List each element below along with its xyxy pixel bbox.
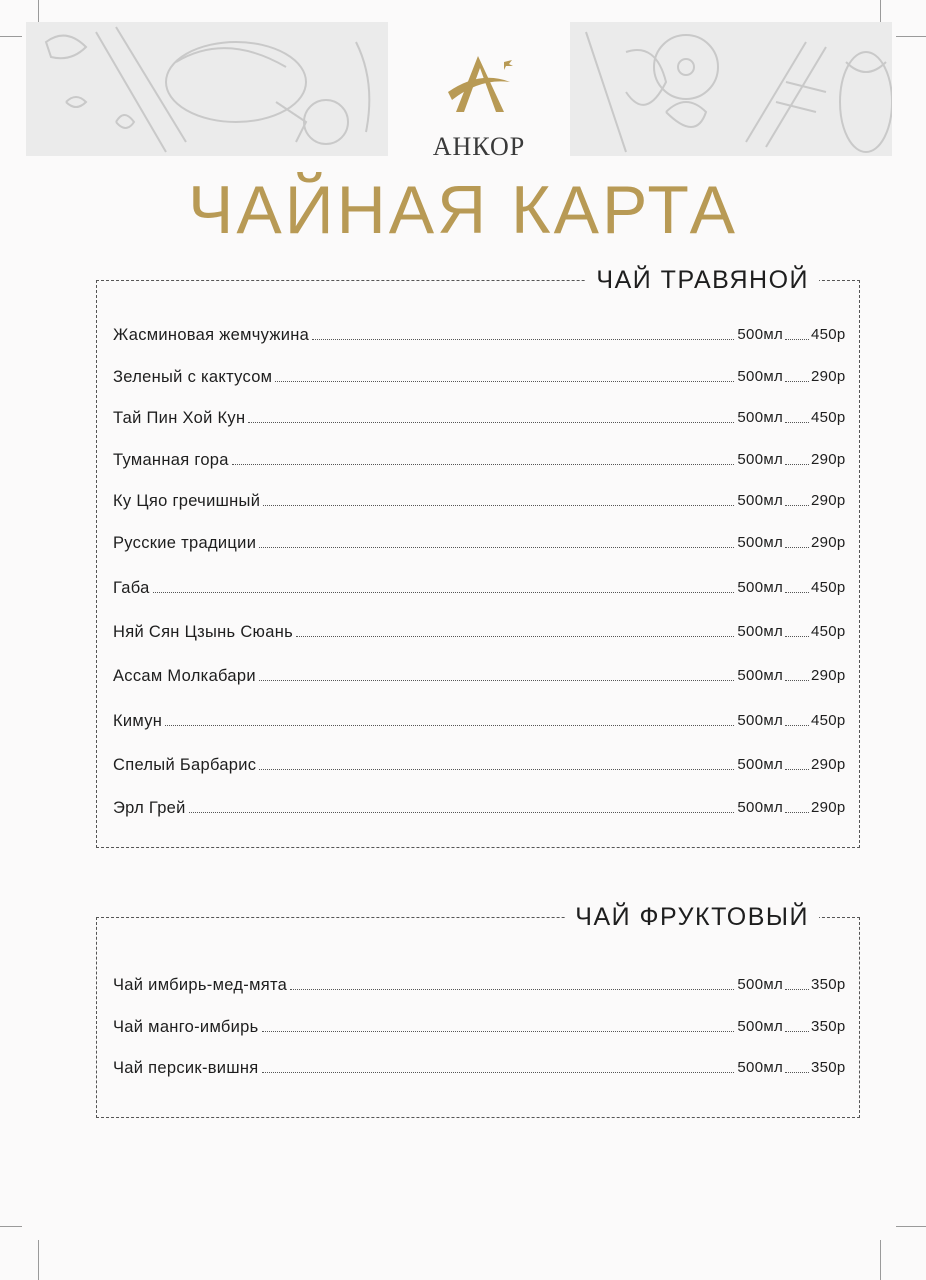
crop-mark: [0, 1226, 22, 1227]
menu-item-price: 450р: [811, 579, 846, 596]
menu-item-name: Жасминовая жемчужина: [113, 326, 310, 344]
menu-item-volume: 500мл: [737, 326, 783, 343]
menu-item-price: 290р: [811, 667, 846, 684]
crop-mark: [38, 0, 39, 22]
logo-emblem: [444, 52, 516, 116]
menu-item-price: 450р: [811, 326, 846, 343]
menu-item-price: 350р: [811, 1059, 846, 1076]
dot-leader: [248, 422, 734, 423]
menu-item-volume: 500мл: [737, 409, 783, 426]
menu-item-row: [113, 1056, 849, 1078]
menu-item-volume: 500мл: [737, 667, 783, 684]
dot-leader: [785, 769, 809, 770]
menu-item-price: 350р: [811, 976, 846, 993]
dot-leader: [296, 636, 734, 637]
menu-item-name: Зеленый с кактусом: [113, 368, 273, 386]
dot-leader: [785, 725, 809, 726]
section-herbal-tea: [96, 266, 860, 848]
crop-mark: [880, 0, 881, 22]
menu-item-volume: 500мл: [737, 534, 783, 551]
menu-item-name: Ассам Молкабари: [113, 667, 256, 685]
dot-leader: [785, 636, 809, 637]
menu-item-row: [113, 448, 849, 470]
menu-item-price: 450р: [811, 409, 846, 426]
menu-item-row: [113, 489, 849, 511]
menu-item-volume: 500мл: [737, 712, 783, 729]
dot-leader: [165, 725, 734, 726]
dot-leader: [189, 812, 735, 813]
crop-mark: [880, 1240, 881, 1280]
menu-item-name: Чай персик-вишня: [113, 1059, 259, 1077]
menu-item-name: Эрл Грей: [113, 799, 186, 817]
menu-item-row: [113, 406, 849, 428]
section-fruit-tea: [96, 903, 860, 1118]
menu-item-volume: 500мл: [737, 368, 783, 385]
menu-item-name: Спелый Барбарис: [113, 756, 257, 774]
dot-leader: [312, 339, 734, 340]
crop-mark: [38, 1240, 39, 1280]
menu-item-name: Тай Пин Хой Кун: [113, 409, 246, 427]
menu-item-row: [113, 620, 849, 642]
dot-leader: [263, 505, 734, 506]
menu-item-price: 290р: [811, 492, 846, 509]
dot-leader: [785, 547, 809, 548]
menu-item-row: [113, 576, 849, 598]
dot-leader: [785, 464, 809, 465]
menu-item-row: [113, 709, 849, 731]
menu-item-name: Няй Сян Цзынь Сюань: [113, 623, 293, 641]
dot-leader: [785, 812, 809, 813]
menu-item-price: 290р: [811, 756, 846, 773]
crop-mark: [896, 1226, 926, 1227]
dot-leader: [785, 989, 809, 990]
dot-leader: [785, 592, 809, 593]
menu-item-price: 290р: [811, 534, 846, 551]
menu-item-row: [113, 323, 849, 345]
logo: [388, 22, 570, 161]
menu-item-name: Русские традиции: [113, 534, 257, 552]
menu-item-price: 290р: [811, 451, 846, 468]
page-title: ЧАЙНАЯ КАРТА: [188, 172, 738, 248]
menu-item-price: 450р: [811, 712, 846, 729]
dot-leader: [262, 1072, 735, 1073]
menu-item-volume: 500мл: [737, 1059, 783, 1076]
menu-item-row: [113, 365, 849, 387]
menu-item-price: 290р: [811, 799, 846, 816]
menu-item-name: Кимун: [113, 712, 163, 730]
dot-leader: [232, 464, 735, 465]
menu-item-volume: 500мл: [737, 1018, 783, 1035]
dot-leader: [259, 547, 734, 548]
dot-leader: [259, 680, 735, 681]
menu-item-price: 350р: [811, 1018, 846, 1035]
menu-item-volume: 500мл: [737, 756, 783, 773]
dot-leader: [785, 339, 809, 340]
dot-leader: [785, 422, 809, 423]
dot-leader: [785, 1072, 809, 1073]
section-heading: ЧАЙ ТРАВЯНОЙ: [586, 265, 819, 295]
menu-item-price: 290р: [811, 368, 846, 385]
menu-item-volume: 500мл: [737, 623, 783, 640]
menu-item-name: Чай имбирь-мед-мята: [113, 976, 288, 994]
menu-item-row: [113, 753, 849, 775]
menu-item-row: [113, 973, 849, 995]
brand-name: АНКОР: [432, 132, 526, 161]
dot-leader: [153, 592, 735, 593]
dot-leader: [290, 989, 734, 990]
section-heading: ЧАЙ ФРУКТОВЫЙ: [565, 902, 819, 932]
crop-mark: [0, 36, 22, 37]
crop-mark: [896, 36, 926, 37]
menu-item-row: [113, 1015, 849, 1037]
menu-item-price: 450р: [811, 623, 846, 640]
dot-leader: [785, 381, 809, 382]
menu-item-row: [113, 531, 849, 553]
menu-item-name: Туманная гора: [113, 451, 229, 469]
dot-leader: [275, 381, 734, 382]
menu-item-volume: 500мл: [737, 799, 783, 816]
menu-item-row: [113, 664, 849, 686]
menu-item-volume: 500мл: [737, 976, 783, 993]
dot-leader: [262, 1031, 735, 1032]
dot-leader: [785, 1031, 809, 1032]
dot-leader: [785, 680, 809, 681]
menu-item-row: [113, 796, 849, 818]
dot-leader: [785, 505, 809, 506]
menu-item-volume: 500мл: [737, 492, 783, 509]
menu-item-volume: 500мл: [737, 451, 783, 468]
menu-item-name: Чай манго-имбирь: [113, 1018, 259, 1036]
menu-item-name: Ку Цяо гречишный: [113, 492, 261, 510]
dot-leader: [259, 769, 734, 770]
menu-item-name: Габа: [113, 579, 150, 597]
menu-item-volume: 500мл: [737, 579, 783, 596]
